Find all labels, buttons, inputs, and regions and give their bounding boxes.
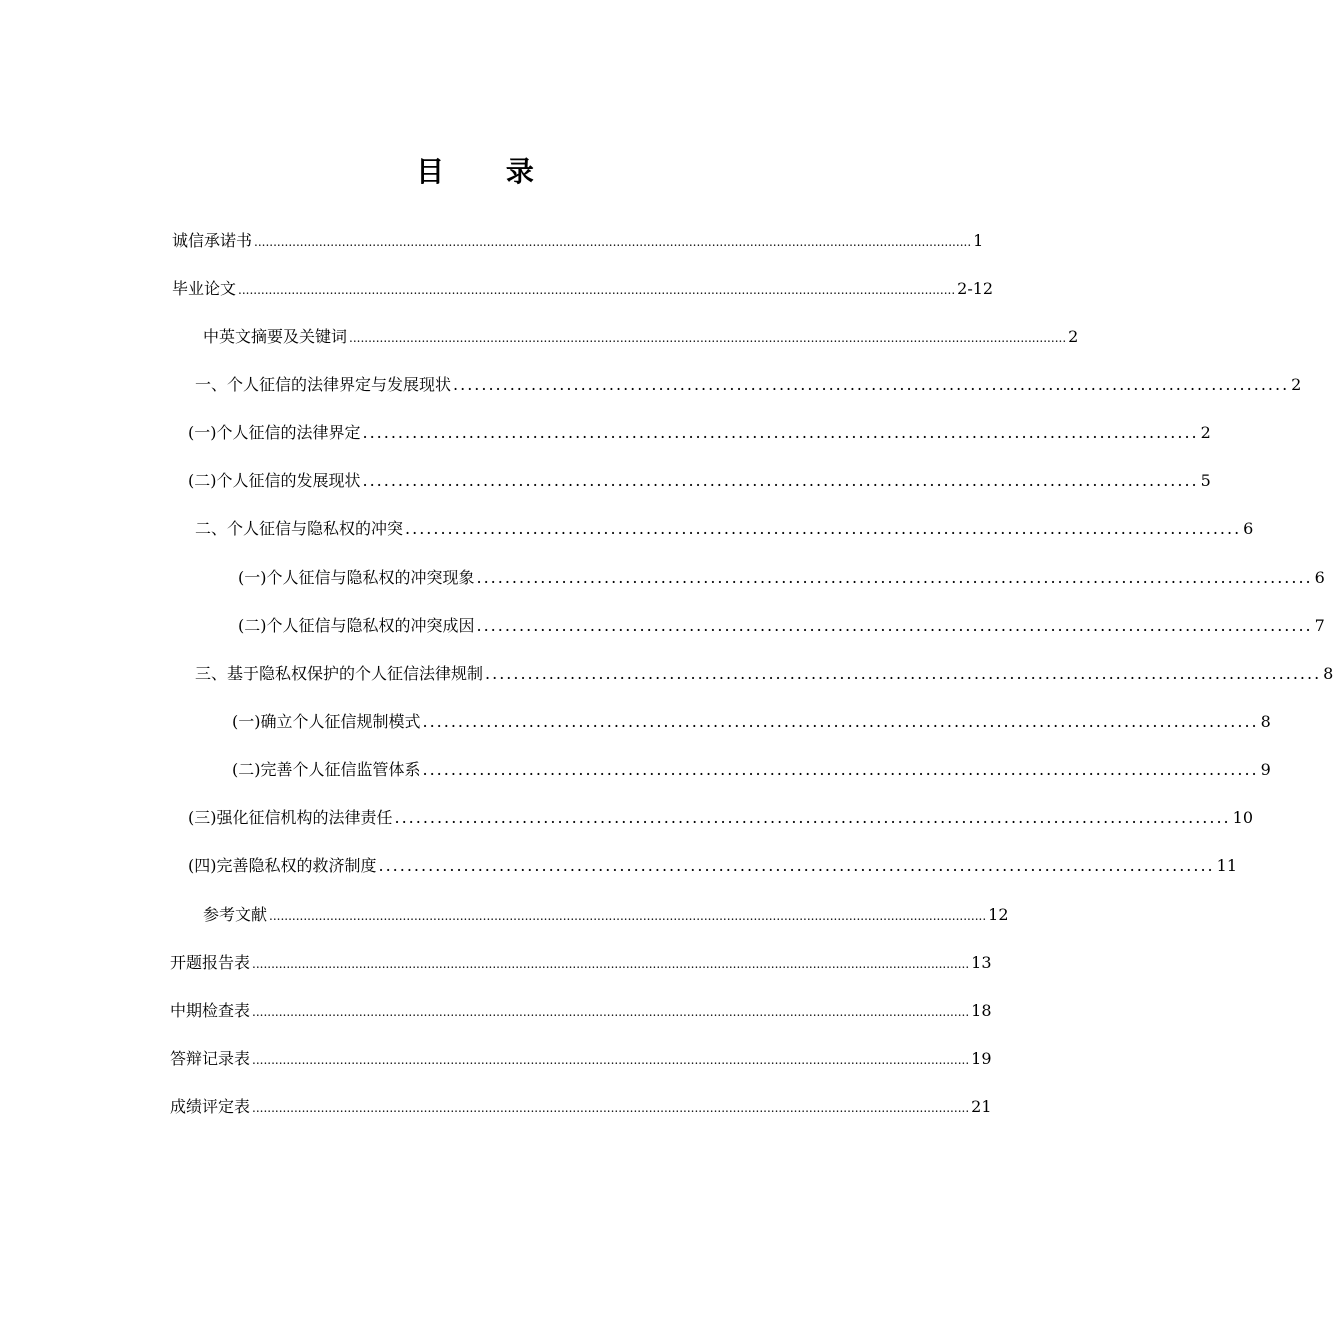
toc-entry[interactable] [188, 469, 1211, 493]
toc-entry[interactable] [232, 758, 1271, 782]
dot-leader: ...................................................................................................................... [362, 423, 1199, 442]
toc-entry-page: 2 [1200, 423, 1211, 442]
toc-entry[interactable] [188, 421, 1211, 445]
dot-leader: ...................................................................................................................... [362, 471, 1199, 490]
toc-entry-label: (二)完善个人征信监管体系 [232, 760, 421, 779]
toc-entry-page: 9 [1260, 760, 1271, 779]
toc-entry-label: (一)个人征信与隐私权的冲突现象 [238, 568, 475, 587]
toc-entry-label: 二、个人征信与隐私权的冲突 [195, 519, 404, 538]
dot-leader: ...................................................................................................................... [476, 568, 1313, 587]
dot-leader: ...................................................................................................................... [422, 712, 1259, 731]
page-title: 目 录 [416, 155, 560, 188]
dot-leader: ............................................................................................................................................................................................ [252, 1005, 970, 1019]
dot-leader: ............................................................................................................................................................................................ [252, 1053, 970, 1067]
dot-leader: ...................................................................................................................... [378, 856, 1215, 875]
toc-entry-label: 开题报告表 [170, 953, 251, 972]
dot-leader: ...................................................................................................................... [405, 519, 1242, 538]
dot-leader: ............................................................................................................................................................................................ [252, 957, 970, 971]
toc-entry[interactable] [203, 903, 1009, 927]
toc-entry-page: 5 [1200, 471, 1211, 490]
toc-entry-page: 13 [971, 953, 992, 972]
dot-leader: ............................................................................................................................................................................................ [349, 331, 1067, 345]
dot-leader: ...................................................................................................................... [394, 808, 1231, 827]
toc-entry-label: (二)个人征信与隐私权的冲突成因 [238, 616, 475, 635]
toc-entry-label: 答辩记录表 [170, 1049, 251, 1068]
toc-entry[interactable] [170, 1047, 992, 1071]
dot-leader: ...................................................................................................................... [453, 375, 1290, 394]
toc-entry-label: (一)确立个人征信规制模式 [232, 712, 421, 731]
dot-leader: ............................................................................................................................................................................................ [269, 909, 987, 923]
toc-entry-label: (二)个人征信的发展现状 [188, 471, 361, 490]
toc-entry-label: (四)完善隐私权的救济制度 [188, 856, 377, 875]
toc-entry-page: 6 [1243, 519, 1254, 538]
toc-entry-label: 毕业论文 [172, 279, 237, 298]
toc-entry[interactable] [188, 806, 1253, 830]
toc-entry-page: 10 [1232, 808, 1253, 827]
toc-entry-page: 2-12 [957, 279, 994, 298]
toc-entry-page: 2 [1291, 375, 1302, 394]
toc-entry-page: 12 [988, 905, 1009, 924]
toc-entry-label: 中期检查表 [170, 1001, 251, 1020]
toc-entry-label: 参考文献 [203, 905, 268, 924]
toc-entry-label: (一)个人征信的法律界定 [188, 423, 361, 442]
toc-entry-page: 21 [971, 1097, 992, 1116]
dot-leader: ...................................................................................................................... [485, 664, 1322, 683]
toc-entry[interactable] [203, 325, 1079, 349]
toc-entry[interactable] [238, 566, 1325, 590]
toc-entry-label: 三、基于隐私权保护的个人征信法律规制 [195, 664, 484, 683]
dot-leader: ...................................................................................................................... [422, 760, 1259, 779]
toc-entry-label: 诚信承诺书 [172, 231, 253, 250]
dot-leader: ...................................................................................................................... [476, 616, 1313, 635]
toc-entry[interactable] [170, 999, 992, 1023]
toc-entry-page: 11 [1216, 856, 1237, 875]
toc-entry-label: (三)强化征信机构的法律责任 [188, 808, 393, 827]
toc-entry[interactable] [195, 662, 1333, 686]
dot-leader: ............................................................................................................................................................................................ [254, 235, 972, 249]
toc-entry-label: 中英文摘要及关键词 [203, 327, 348, 346]
toc-entry-page: 8 [1323, 664, 1333, 683]
toc-entry-page: 6 [1314, 568, 1325, 587]
toc-entry[interactable] [195, 517, 1254, 541]
dot-leader: ............................................................................................................................................................................................ [252, 1101, 970, 1115]
toc-entry[interactable] [238, 614, 1325, 638]
toc-entry-page: 18 [971, 1001, 992, 1020]
toc-entry-page: 8 [1260, 712, 1271, 731]
toc-entry[interactable] [232, 710, 1271, 734]
toc-entry[interactable] [172, 229, 984, 253]
toc-entry-page: 2 [1068, 327, 1079, 346]
dot-leader: ............................................................................................................................................................................................ [238, 283, 956, 297]
toc-entry[interactable] [188, 854, 1237, 878]
toc-entry-page: 19 [971, 1049, 992, 1068]
toc-entry-page: 7 [1314, 616, 1325, 635]
toc-entry-label: 一、个人征信的法律界定与发展现状 [195, 375, 452, 394]
toc-entry[interactable] [172, 277, 994, 301]
toc-entry[interactable] [195, 373, 1302, 397]
toc-entry-page: 1 [973, 231, 984, 250]
toc-entry-label: 成绩评定表 [170, 1097, 251, 1116]
toc-entry[interactable] [170, 951, 992, 975]
toc-entry[interactable] [170, 1095, 992, 1119]
